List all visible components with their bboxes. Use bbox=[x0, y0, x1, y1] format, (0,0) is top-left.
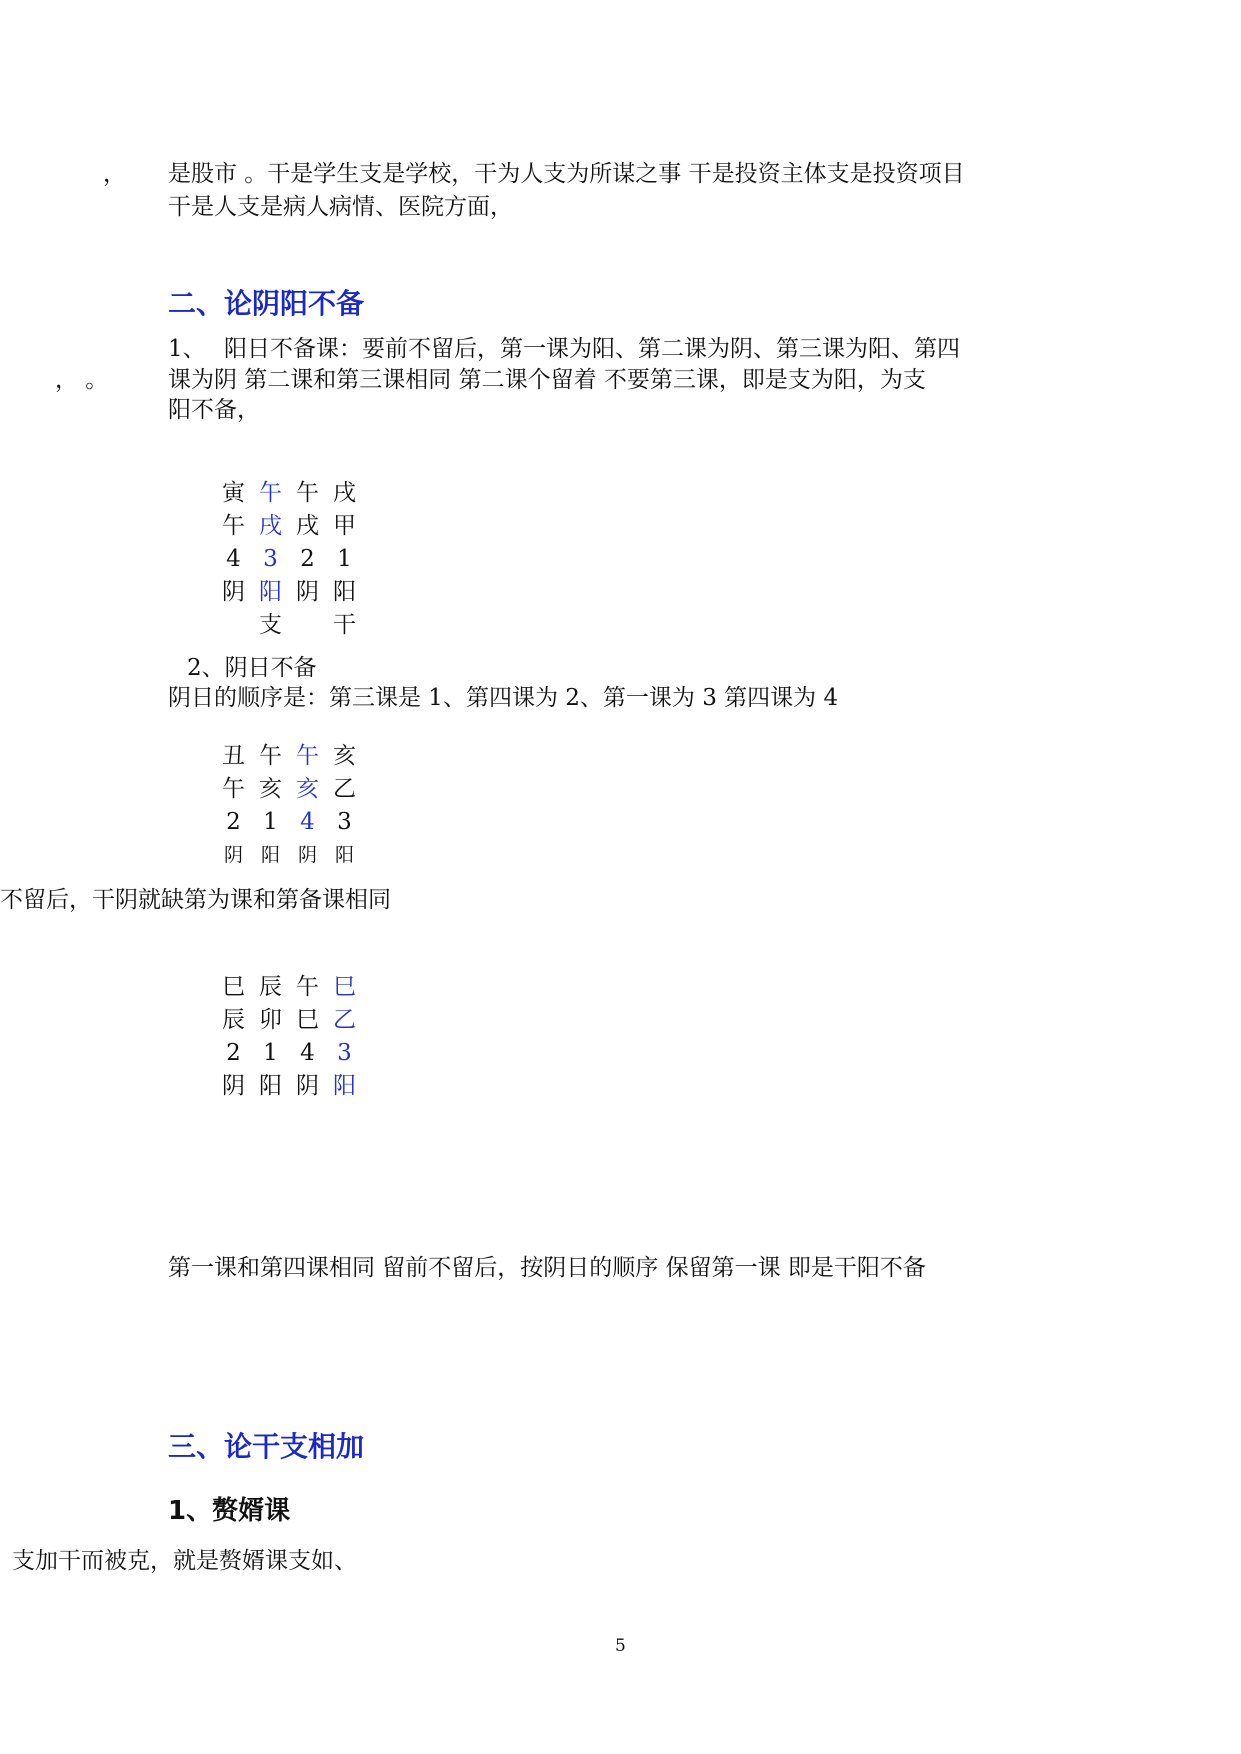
ke-row-lower bbox=[215, 773, 363, 806]
ke-cell: 2 bbox=[300, 546, 315, 572]
ke-cell-highlight: 戌 bbox=[259, 513, 282, 539]
ke-cell: 阴 bbox=[222, 1073, 245, 1099]
ke-cell: 阴 bbox=[296, 1073, 319, 1099]
ke-row-yinyang bbox=[215, 576, 363, 609]
margin-comma: ， bbox=[103, 161, 126, 187]
ke-cell-highlight: 阳 bbox=[259, 579, 282, 605]
ke-cell: 阳 bbox=[334, 844, 354, 866]
ke-cell: 2 bbox=[226, 1040, 241, 1066]
ke-cell: 巳 bbox=[296, 1007, 319, 1033]
ke-cell: 寅 bbox=[222, 480, 245, 506]
intro-line-2: 干是人支是病人病情、医院方面， bbox=[168, 194, 513, 220]
ke-cell: 辰 bbox=[222, 1007, 245, 1033]
ke-row-lower bbox=[215, 1004, 363, 1037]
ke-cell: 午 bbox=[222, 513, 245, 539]
item1-margin-marks: ， 。 bbox=[55, 367, 109, 393]
section3-text: 支加干而被克，就是赘婿课支如、 bbox=[12, 1548, 357, 1574]
ke-cell: 阳 bbox=[259, 1073, 282, 1099]
page-number: 5 bbox=[615, 1636, 626, 1656]
item2-desc: 阴日的顺序是：第三课是 1、第四课为 2、第一课为 3 第四课为 4 bbox=[168, 685, 839, 711]
ke-row-yinyang bbox=[215, 839, 363, 872]
section2-conclusion: 第一课和第四课相同 留前不留后，按阴日的顺序 保留第一课 即是干阳不备 bbox=[168, 1255, 926, 1281]
ke-cell-highlight: 4 bbox=[300, 809, 315, 835]
ke-cell: 午 bbox=[222, 776, 245, 802]
ke-cell: 甲 bbox=[333, 513, 356, 539]
ke-cell: 4 bbox=[226, 546, 241, 572]
ke-cell: 巳 bbox=[222, 974, 245, 1000]
ke-row-number bbox=[215, 1037, 363, 1070]
ke-cell: 1 bbox=[263, 809, 278, 835]
overlap-text-line: 不留后，干阴就缺第为课和第备课相同 bbox=[0, 887, 391, 913]
ke-cell-highlight: 3 bbox=[337, 1040, 352, 1066]
ke-table-yang-day bbox=[215, 477, 363, 642]
ke-row-upper bbox=[215, 740, 363, 773]
ke-cell: 戌 bbox=[296, 513, 319, 539]
ke-cell bbox=[215, 609, 252, 642]
ke-cell-highlight: 午 bbox=[296, 743, 319, 769]
ke-row-number bbox=[215, 543, 363, 576]
subheading-zhuixu: 1、赘婿课 bbox=[168, 1496, 291, 1526]
ke-cell: 亥 bbox=[259, 776, 282, 802]
ke-cell-highlight: 巳 bbox=[333, 974, 356, 1000]
intro-line-1: 是股市 。干是学生支是学校，干为人支为所谋之事 干是投资主体支是投资项目 bbox=[168, 161, 965, 187]
ke-cell: 1 bbox=[337, 546, 352, 572]
ke-cell: 辰 bbox=[259, 974, 282, 1000]
ke-cell: 午 bbox=[296, 480, 319, 506]
ke-row-upper bbox=[215, 971, 363, 1004]
ke-cell: 丑 bbox=[222, 743, 245, 769]
ke-cell: 阴 bbox=[296, 579, 319, 605]
ke-cell: 卯 bbox=[259, 1007, 282, 1033]
ke-cell-highlight: 阳 bbox=[333, 1073, 356, 1099]
ke-cell: 阳 bbox=[260, 844, 280, 866]
ke-cell-highlight: 乙 bbox=[333, 1007, 356, 1033]
ke-cell: 午 bbox=[259, 743, 282, 769]
ke-cell: 2 bbox=[226, 809, 241, 835]
section-heading-ganzhi: 三、论干支相加 bbox=[168, 1430, 365, 1463]
ke-table-yin-day bbox=[215, 740, 363, 872]
ke-row-number bbox=[215, 806, 363, 839]
item1-line-2: 课为阴 第二课和第三课相同 第二课个留着 不要第三课，即是支为阳，为支 bbox=[168, 367, 926, 393]
ke-cell-highlight: 3 bbox=[263, 546, 278, 572]
ke-row-yinyang bbox=[215, 1070, 363, 1103]
item1-line-3: 阳不备， bbox=[168, 397, 260, 423]
ke-cell bbox=[289, 609, 326, 642]
item1-number: 1、 bbox=[168, 336, 206, 362]
section-heading-yin-yang: 二、论阴阳不备 bbox=[168, 287, 365, 320]
ke-cell: 支 bbox=[259, 612, 282, 638]
ke-row-lower bbox=[215, 510, 363, 543]
ke-cell: 亥 bbox=[333, 743, 356, 769]
ke-row-ganzhi-label bbox=[215, 609, 363, 642]
ke-cell: 午 bbox=[296, 974, 319, 1000]
ke-cell: 干 bbox=[333, 612, 356, 638]
ke-cell: 阴 bbox=[223, 844, 243, 866]
ke-cell: 乙 bbox=[333, 776, 356, 802]
ke-cell: 4 bbox=[300, 1040, 315, 1066]
ke-cell: 阴 bbox=[222, 579, 245, 605]
ke-cell-highlight: 亥 bbox=[296, 776, 319, 802]
ke-table-example-3 bbox=[215, 971, 363, 1103]
ke-cell: 阳 bbox=[333, 579, 356, 605]
ke-cell: 阴 bbox=[297, 844, 317, 866]
item1-line-1: 阳日不备课：要前不留后，第一课为阳、第二课为阴、第三课为阳、第四 bbox=[224, 336, 960, 362]
item2-title: 2、阴日不备 bbox=[187, 655, 317, 681]
ke-cell-highlight: 午 bbox=[259, 480, 282, 506]
ke-cell: 戌 bbox=[333, 480, 356, 506]
ke-cell: 1 bbox=[263, 1040, 278, 1066]
ke-row-upper bbox=[215, 477, 363, 510]
ke-cell: 3 bbox=[337, 809, 352, 835]
